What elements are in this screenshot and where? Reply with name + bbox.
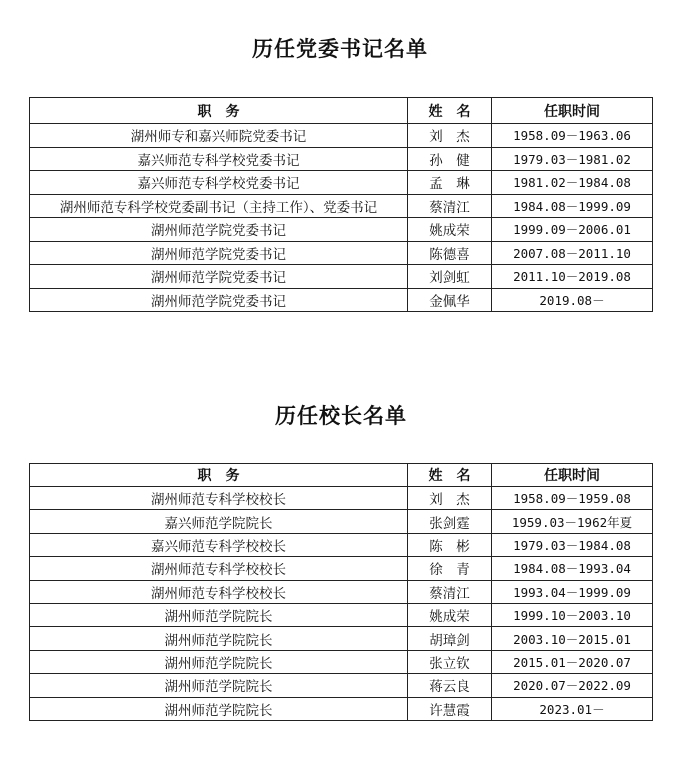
cell-term: 2003.10－2015.01 xyxy=(492,627,653,650)
cell-position: 湖州师范专科学校校长 xyxy=(30,580,408,603)
header-position: 职 务 xyxy=(30,464,408,487)
cell-position: 湖州师范专科学校校长 xyxy=(30,487,408,510)
cell-position: 湖州师范学院院长 xyxy=(30,674,408,697)
cell-term: 1958.09－1963.06 xyxy=(492,124,653,148)
cell-position: 湖州师范专科学校校长 xyxy=(30,557,408,580)
cell-name: 许慧霞 xyxy=(408,697,492,720)
cell-term: 1979.03－1981.02 xyxy=(492,147,653,171)
table-row xyxy=(30,265,653,289)
cell-name: 陈德喜 xyxy=(408,241,492,265)
cell-position: 湖州师范学院党委书记 xyxy=(30,218,408,242)
table-row xyxy=(30,627,653,650)
cell-name: 孟 琳 xyxy=(408,171,492,195)
table-row xyxy=(30,580,653,603)
table-row xyxy=(30,124,653,148)
cell-position: 湖州师范学院院长 xyxy=(30,603,408,626)
table-row xyxy=(30,194,653,218)
cell-position: 嘉兴师范专科学校校长 xyxy=(30,533,408,556)
cell-term: 1959.03－1962年夏 xyxy=(492,510,653,533)
cell-term: 1999.10－2003.10 xyxy=(492,603,653,626)
cell-term: 2020.07－2022.09 xyxy=(492,674,653,697)
cell-position: 湖州师范专科学校党委副书记（主持工作）、党委书记 xyxy=(30,194,408,218)
cell-position: 嘉兴师范专科学校党委书记 xyxy=(30,171,408,195)
cell-name: 徐 青 xyxy=(408,557,492,580)
cell-name: 刘剑虹 xyxy=(408,265,492,289)
table-row xyxy=(30,674,653,697)
table-row xyxy=(30,603,653,626)
presidents-title: 历任校长名单 xyxy=(275,403,407,428)
header-term: 任职时间 xyxy=(492,98,653,124)
cell-name: 金佩华 xyxy=(408,288,492,312)
table-row xyxy=(30,557,653,580)
cell-position: 湖州师范学院党委书记 xyxy=(30,288,408,312)
cell-name: 张剑霆 xyxy=(408,510,492,533)
header-name: 姓 名 xyxy=(408,464,492,487)
header-name: 姓 名 xyxy=(408,98,492,124)
presidents-table xyxy=(29,463,653,721)
cell-name: 蒋云良 xyxy=(408,674,492,697)
cell-name: 姚成荣 xyxy=(408,603,492,626)
cell-term: 1993.04－1999.09 xyxy=(492,580,653,603)
header-position: 职 务 xyxy=(30,98,408,124)
cell-name: 胡璋剑 xyxy=(408,627,492,650)
cell-term: 1981.02－1984.08 xyxy=(492,171,653,195)
cell-term: 2019.08－ xyxy=(492,288,653,312)
cell-position: 嘉兴师范学院院长 xyxy=(30,510,408,533)
cell-term: 2007.08－2011.10 xyxy=(492,241,653,265)
table-row xyxy=(30,171,653,195)
table-row xyxy=(30,241,653,265)
table-header-row xyxy=(30,98,653,124)
cell-name: 刘 杰 xyxy=(408,124,492,148)
cell-name: 姚成荣 xyxy=(408,218,492,242)
cell-term: 2023.01－ xyxy=(492,697,653,720)
cell-term: 1979.03－1984.08 xyxy=(492,533,653,556)
cell-position: 湖州师范学院院长 xyxy=(30,627,408,650)
cell-term: 2011.10－2019.08 xyxy=(492,265,653,289)
table-row xyxy=(30,218,653,242)
table-row xyxy=(30,650,653,673)
cell-position: 湖州师范学院院长 xyxy=(30,650,408,673)
cell-position: 湖州师专和嘉兴师院党委书记 xyxy=(30,124,408,148)
secretaries-title: 历任党委书记名单 xyxy=(252,36,428,61)
cell-term: 1984.08－1993.04 xyxy=(492,557,653,580)
header-term: 任职时间 xyxy=(492,464,653,487)
table-row xyxy=(30,147,653,171)
cell-position: 湖州师范学院院长 xyxy=(30,697,408,720)
secretaries-table xyxy=(29,97,653,312)
cell-position: 嘉兴师范专科学校党委书记 xyxy=(30,147,408,171)
table-header-row xyxy=(30,464,653,487)
cell-name: 孙 健 xyxy=(408,147,492,171)
cell-term: 1958.09－1959.08 xyxy=(492,487,653,510)
table-row xyxy=(30,510,653,533)
table-row xyxy=(30,487,653,510)
cell-name: 蔡清江 xyxy=(408,580,492,603)
cell-term: 1984.08－1999.09 xyxy=(492,194,653,218)
table-row xyxy=(30,697,653,720)
cell-term: 1999.09－2006.01 xyxy=(492,218,653,242)
cell-name: 刘 杰 xyxy=(408,487,492,510)
cell-name: 蔡清江 xyxy=(408,194,492,218)
cell-position: 湖州师范学院党委书记 xyxy=(30,241,408,265)
cell-term: 2015.01－2020.07 xyxy=(492,650,653,673)
cell-position: 湖州师范学院党委书记 xyxy=(30,265,408,289)
cell-name: 陈 彬 xyxy=(408,533,492,556)
cell-name: 张立钦 xyxy=(408,650,492,673)
table-row xyxy=(30,533,653,556)
table-row xyxy=(30,288,653,312)
